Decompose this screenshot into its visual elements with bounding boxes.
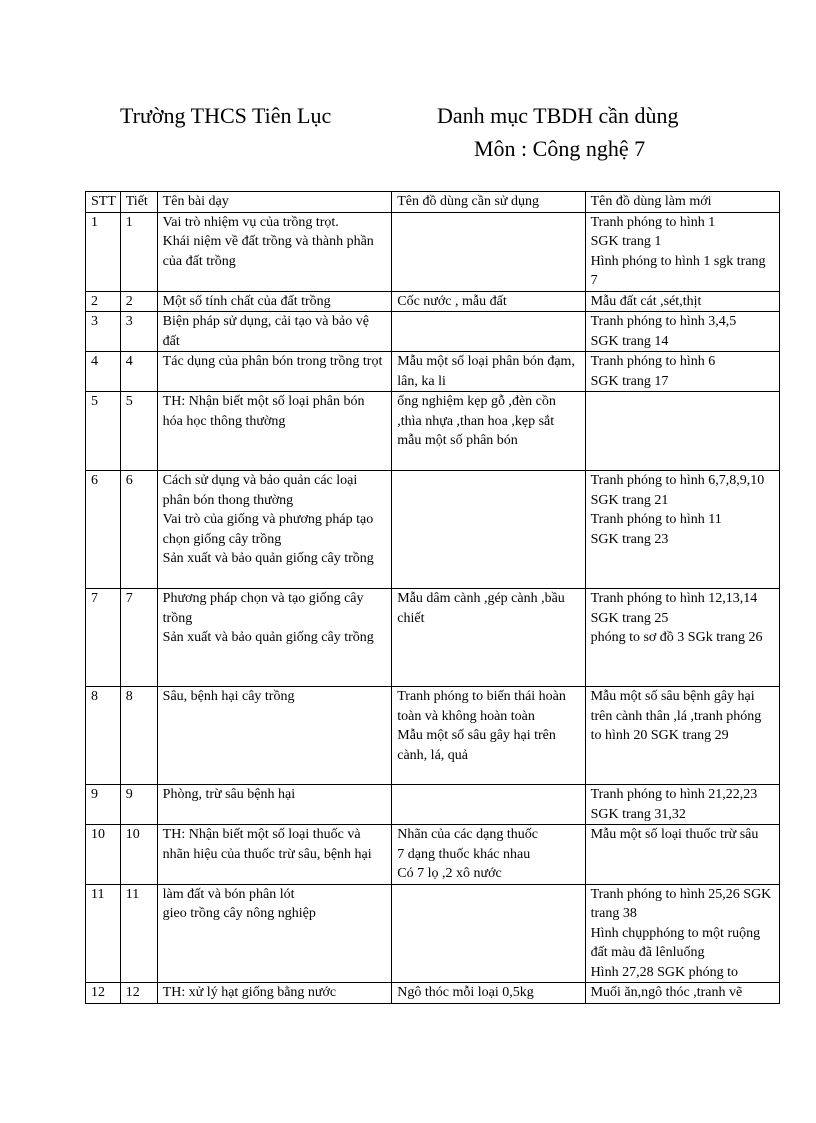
column-header-lesson: Tên bài dạy <box>157 192 392 213</box>
cell-lesson: TH: Nhận biết một số loại thuốc và nhãn hiệu của thuốc trừ sâu, bệnh hại <box>157 825 392 885</box>
table-row <box>86 352 780 392</box>
equipment-table <box>85 191 780 1004</box>
cell-stt: 2 <box>86 291 121 312</box>
table-row <box>86 312 780 352</box>
table-row <box>86 212 780 291</box>
cell-new-equipment: Mẫu một số loại thuốc trừ sâu <box>585 825 779 885</box>
cell-tiet: 9 <box>120 785 157 825</box>
cell-stt: 9 <box>86 785 121 825</box>
cell-tiet: 6 <box>120 471 157 589</box>
cell-tiet: 2 <box>120 291 157 312</box>
table-row <box>86 589 780 687</box>
cell-tiet: 5 <box>120 392 157 471</box>
cell-lesson: Tác dụng của phân bón trong trồng trọt <box>157 352 392 392</box>
cell-lesson: Phòng, trừ sâu bệnh hại <box>157 785 392 825</box>
cell-lesson: Phương pháp chọn và tạo giống cây trồng Sản xuất và bảo quản giống cây trồng <box>157 589 392 687</box>
table-row <box>86 687 780 785</box>
cell-tiet: 8 <box>120 687 157 785</box>
table-row <box>86 392 780 471</box>
cell-tiet: 12 <box>120 983 157 1004</box>
cell-existing-equipment <box>392 312 585 352</box>
cell-existing-equipment <box>392 884 585 983</box>
cell-new-equipment: Muối ăn,ngô thóc ,tranh vẽ <box>585 983 779 1004</box>
column-header-tiet: Tiết <box>120 192 157 213</box>
document-title: Danh mục TBDH cần dùng <box>437 103 679 128</box>
cell-stt: 8 <box>86 687 121 785</box>
cell-stt: 1 <box>86 212 121 291</box>
cell-lesson: Cách sử dụng và bảo quản các loại phân bón thong thường Vai trò của giống và phương pháp tạo chọn giống cây trồng Sản xuất và bảo quản giống cây trồng <box>157 471 392 589</box>
table-header-row <box>86 192 780 213</box>
table-row <box>86 825 780 885</box>
cell-existing-equipment <box>392 212 585 291</box>
cell-new-equipment: Tranh phóng to hình 3,4,5 SGK trang 14 <box>585 312 779 352</box>
cell-new-equipment: Tranh phóng to hình 25,26 SGK trang 38 Hình chụpphóng to một ruộng đất màu đã lênluống Hình 27,28 SGK phóng to <box>585 884 779 983</box>
table-row <box>86 291 780 312</box>
cell-tiet: 7 <box>120 589 157 687</box>
cell-stt: 11 <box>86 884 121 983</box>
table-row <box>86 785 780 825</box>
cell-existing-equipment: Mẫu dâm cành ,gép cành ,bầu chiết <box>392 589 585 687</box>
cell-existing-equipment: ống nghiệm kẹp gỗ ,đèn cồn ,thìa nhựa ,than hoa ,kẹp sắt mẫu một số phân bón <box>392 392 585 471</box>
cell-lesson: TH: xử lý hạt giống bằng nước <box>157 983 392 1004</box>
cell-stt: 4 <box>86 352 121 392</box>
column-header-stt: STT <box>86 192 121 213</box>
cell-new-equipment: Tranh phóng to hình 6,7,8,9,10 SGK trang 21 Tranh phóng to hình 11 SGK trang 23 <box>585 471 779 589</box>
cell-tiet: 11 <box>120 884 157 983</box>
column-header-new-equipment: Tên đồ dùng làm mới <box>585 192 779 213</box>
table-row <box>86 471 780 589</box>
cell-new-equipment: Mẫu một số sâu bệnh gây hại trên cành thân ,lá ,tranh phóng to hình 20 SGK trang 29 <box>585 687 779 785</box>
cell-tiet: 10 <box>120 825 157 885</box>
cell-stt: 3 <box>86 312 121 352</box>
cell-lesson: TH: Nhận biết một số loại phân bón hóa học thông thường <box>157 392 392 471</box>
cell-tiet: 4 <box>120 352 157 392</box>
table-row <box>86 884 780 983</box>
column-header-existing-equipment: Tên đồ dùng cần sử dụng <box>392 192 585 213</box>
cell-lesson: Biện pháp sử dụng, cải tạo và bảo vệ đất <box>157 312 392 352</box>
cell-stt: 5 <box>86 392 121 471</box>
cell-new-equipment: Tranh phóng to hình 12,13,14 SGK trang 25 phóng to sơ đồ 3 SGk trang 26 <box>585 589 779 687</box>
cell-new-equipment: Tranh phóng to hình 6 SGK trang 17 <box>585 352 779 392</box>
cell-lesson: làm đất và bón phân lót gieo trồng cây nông nghiệp <box>157 884 392 983</box>
cell-new-equipment: Tranh phóng to hình 1 SGK trang 1 Hình phóng to hình 1 sgk trang 7 <box>585 212 779 291</box>
cell-existing-equipment <box>392 471 585 589</box>
cell-stt: 10 <box>86 825 121 885</box>
cell-tiet: 3 <box>120 312 157 352</box>
cell-existing-equipment: Tranh phóng to biến thái hoàn toàn và không hoàn toàn Mẫu một số sâu gây hại trên cành, lá, quả <box>392 687 585 785</box>
cell-lesson: Một số tính chất của đất trồng <box>157 291 392 312</box>
cell-new-equipment: Tranh phóng to hình 21,22,23 SGK trang 31,32 <box>585 785 779 825</box>
cell-lesson: Vai trò nhiệm vụ của trồng trọt. Khái niệm về đất trồng và thành phần của đất trồng <box>157 212 392 291</box>
cell-stt: 6 <box>86 471 121 589</box>
cell-new-equipment <box>585 392 779 471</box>
cell-new-equipment: Mẫu đất cát ,sét,thịt <box>585 291 779 312</box>
cell-stt: 7 <box>86 589 121 687</box>
cell-stt: 12 <box>86 983 121 1004</box>
subject-line: Môn : Công nghệ 7 <box>474 136 646 161</box>
school-name: Trường THCS Tiên Lục <box>120 103 332 128</box>
cell-existing-equipment: Cốc nước , mẫu đất <box>392 291 585 312</box>
cell-existing-equipment: Nhãn của các dạng thuốc 7 dạng thuốc khác nhau Có 7 lọ ,2 xô nước <box>392 825 585 885</box>
table-row <box>86 983 780 1004</box>
cell-existing-equipment <box>392 785 585 825</box>
cell-tiet: 1 <box>120 212 157 291</box>
cell-lesson: Sâu, bệnh hại cây trồng <box>157 687 392 785</box>
cell-existing-equipment: Mẫu một số loại phân bón đạm, lân, ka li <box>392 352 585 392</box>
cell-existing-equipment: Ngô thóc mỗi loại 0,5kg <box>392 983 585 1004</box>
